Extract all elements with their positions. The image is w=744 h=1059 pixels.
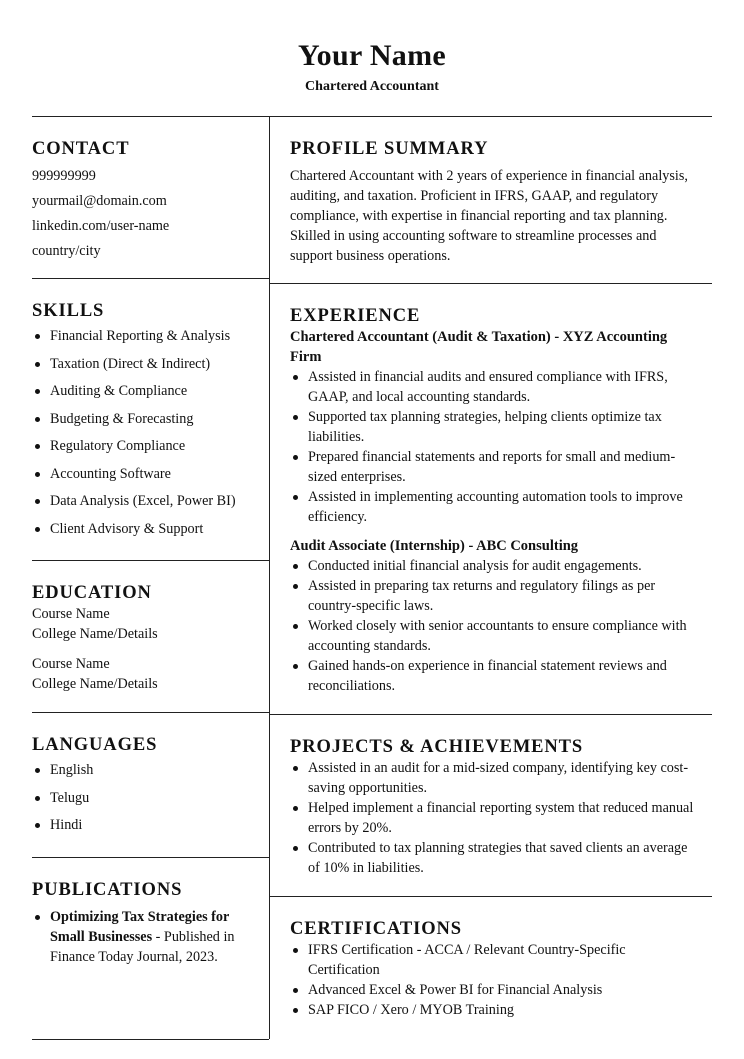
candidate-title: Chartered Accountant <box>305 79 439 94</box>
divider-projects-certifications <box>270 896 712 897</box>
certifications-heading: CERTIFICATIONS <box>290 919 462 939</box>
language-item: Hindi <box>32 815 260 835</box>
profile-text: Chartered Accountant with 2 years of experience in financial analysis, auditing, and taxation. Proficient in IFRS, GAAP, and regulatory compliance, with expertise in financial reporting and tax planning. Skilled in using accounting software to streamline processes and support business operations. <box>290 168 688 264</box>
certification-item: IFRS Certification - ACCA / Relevant Country-Specific Certification <box>290 940 700 980</box>
divider-education-languages <box>32 712 269 713</box>
divider-experience-projects <box>270 714 712 715</box>
certifications-list <box>290 940 700 1020</box>
contact-section <box>32 138 260 264</box>
job-bullets <box>290 556 700 696</box>
publication-item <box>32 907 260 967</box>
projects-section <box>290 736 700 878</box>
job-bullet: Supported tax planning strategies, helping clients optimize tax liabilities. <box>290 407 700 447</box>
language-item: English <box>32 760 260 780</box>
education-course: Course Name <box>32 606 110 622</box>
job-bullet: Assisted in preparing tax returns and regulatory filings as per country-specific laws. <box>290 576 700 616</box>
skills-section <box>32 300 260 546</box>
job-bullet: Worked closely with senior accountants to ensure compliance with accounting standards. <box>290 616 700 656</box>
column-divider <box>269 117 270 1039</box>
certification-item: SAP FICO / Xero / MYOB Training <box>290 1000 700 1020</box>
job-bullet: Gained hands-on experience in financial statement reviews and reconciliations. <box>290 656 700 696</box>
job-bullets <box>290 367 700 527</box>
contact-details <box>32 164 260 264</box>
education-entry <box>32 654 260 694</box>
contact-location: country/city <box>32 243 101 259</box>
skill-item: Data Analysis (Excel, Power BI) <box>32 491 260 511</box>
skill-item: Taxation (Direct & Indirect) <box>32 354 260 374</box>
skill-item: Budgeting & Forecasting <box>32 409 260 429</box>
education-entry <box>32 604 260 644</box>
skill-item: Client Advisory & Support <box>32 519 260 539</box>
job-bullet: Prepared financial statements and reports for small and medium-sized enterprises. <box>290 447 700 487</box>
divider-languages-publications <box>32 857 269 858</box>
publications-list <box>32 907 260 967</box>
publication-title: Optimizing Tax Strategies for Small Businesses <box>50 909 230 945</box>
publications-heading: PUBLICATIONS <box>32 880 183 900</box>
profile-heading: PROFILE SUMMARY <box>290 139 489 159</box>
skills-list <box>32 326 260 539</box>
contact-linkedin: linkedin.com/user-name <box>32 218 170 234</box>
contact-phone: 999999999 <box>32 168 96 184</box>
divider-skills-education <box>32 560 269 561</box>
profile-section <box>290 138 700 266</box>
projects-list <box>290 758 700 878</box>
project-item: Contributed to tax planning strategies that saved clients an average of 10% in liabilities. <box>290 838 700 878</box>
job-bullet: Conducted initial financial analysis for audit engagements. <box>290 556 700 576</box>
header-divider <box>32 116 712 117</box>
job-title: Audit Associate (Internship) - ABC Consulting <box>290 538 579 554</box>
divider-bottom-left <box>32 1039 269 1040</box>
languages-list <box>32 760 260 835</box>
divider-contact-skills <box>32 278 269 279</box>
skill-item: Accounting Software <box>32 464 260 484</box>
contact-heading: CONTACT <box>32 139 130 159</box>
contact-email: yourmail@domain.com <box>32 193 167 209</box>
language-item: Telugu <box>32 788 260 808</box>
projects-heading: PROJECTS & ACHIEVEMENTS <box>290 737 584 757</box>
publication-details: - Published in Finance Today Journal, 2023. <box>50 929 235 965</box>
languages-heading: LANGUAGES <box>32 735 158 755</box>
certifications-section <box>290 918 700 1020</box>
education-college: College Name/Details <box>32 626 158 642</box>
divider-profile-experience <box>270 283 712 284</box>
languages-section <box>32 734 260 843</box>
education-course: Course Name <box>32 656 110 672</box>
experience-heading: EXPERIENCE <box>290 306 421 326</box>
job-bullet: Assisted in financial audits and ensured compliance with IFRS, GAAP, and local accounting standards. <box>290 367 700 407</box>
skill-item: Financial Reporting & Analysis <box>32 326 260 346</box>
resume-header <box>0 38 744 96</box>
job-bullet: Assisted in implementing accounting automation tools to improve efficiency. <box>290 487 700 527</box>
skills-heading: SKILLS <box>32 301 105 321</box>
job-title: Chartered Accountant (Audit & Taxation) - XYZ Accounting Firm <box>290 329 668 365</box>
project-item: Helped implement a financial reporting system that reduced manual errors by 20%. <box>290 798 700 838</box>
certification-item: Advanced Excel & Power BI for Financial Analysis <box>290 980 700 1000</box>
education-section <box>32 582 260 694</box>
publications-section <box>32 879 260 967</box>
experience-section <box>290 305 700 696</box>
candidate-name: Your Name <box>298 39 446 72</box>
education-college: College Name/Details <box>32 676 158 692</box>
skill-item: Auditing & Compliance <box>32 381 260 401</box>
skill-item: Regulatory Compliance <box>32 436 260 456</box>
education-heading: EDUCATION <box>32 583 152 603</box>
project-item: Assisted in an audit for a mid-sized company, identifying key cost-saving opportunities. <box>290 758 700 798</box>
